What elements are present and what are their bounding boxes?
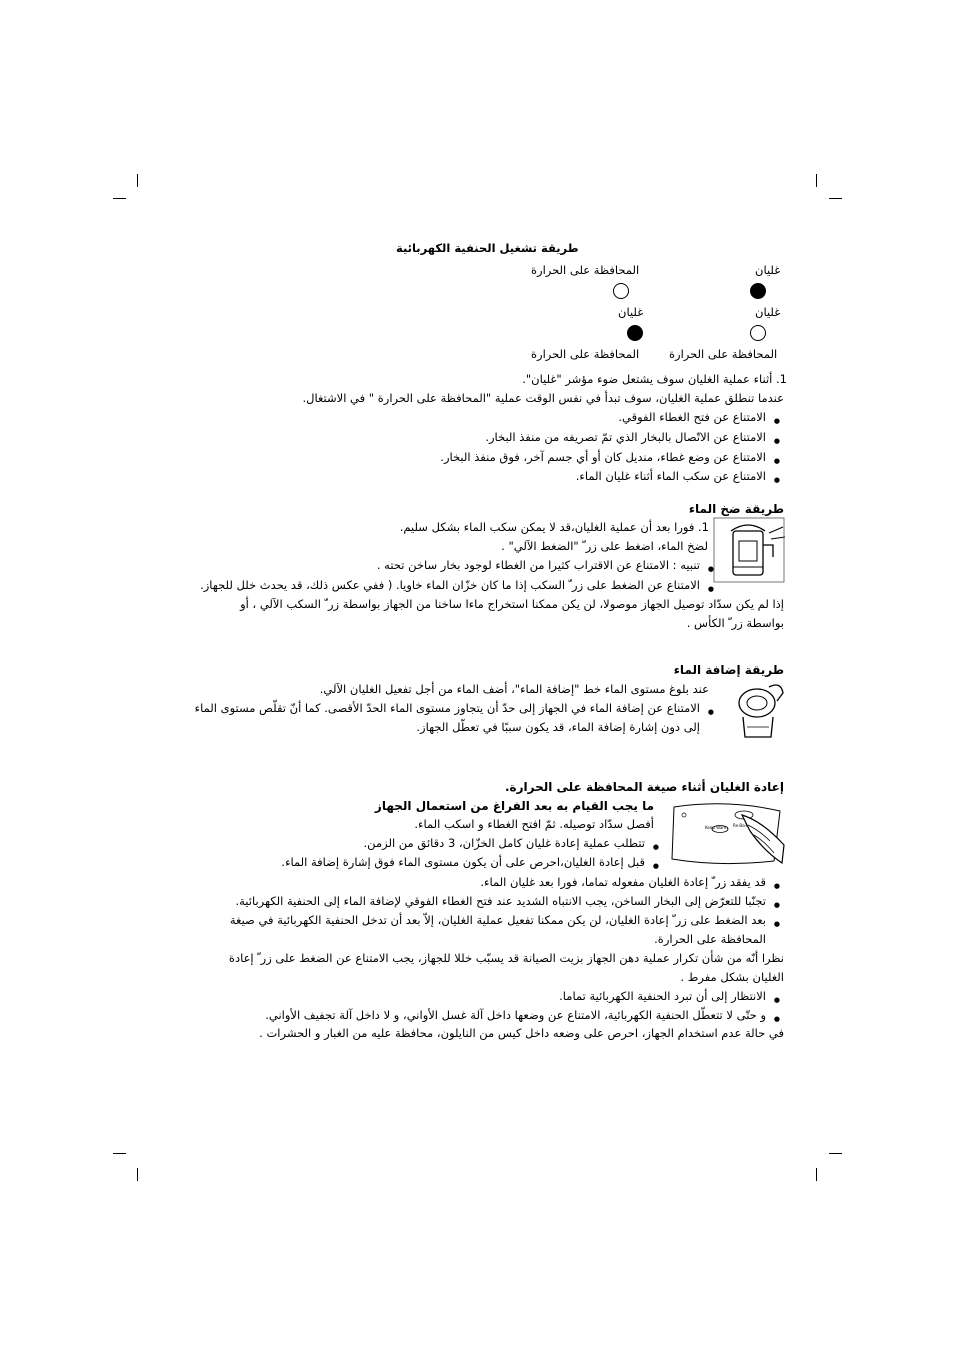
list-item: ● الانتظار إلى أن تبرد الحنفية الكهربائية تماما.: [559, 988, 766, 1004]
indicator-label: غليان: [618, 305, 644, 319]
keep-warm-indicator-off: [613, 283, 629, 299]
paragraph: إذا لم يكن سدّاد توصيل الجهاز موصولا، لن يكن ممكنا استخراج ماءا ساخنا من الجهاز بواسطة زر ّ السكب الآلي ، أو: [240, 597, 784, 611]
list-item: ● الامتناع عن فتح الغطاء الفوقي.: [618, 409, 766, 425]
paragraph: لضخ الماء، اضغط على زر ّ "الضغط الآلي" .: [501, 539, 708, 553]
reboil-panel-label: Re-Boil: [733, 823, 747, 828]
crop-mark: [113, 1153, 126, 1154]
list-item: ● و حتّى لا تتعطّل الحنفية الكهربائية، الامتناع عن وضعها داخل آلة غسل الأواني، و لا داخل آلة تجفيف الأواني.: [265, 1007, 766, 1023]
indicator-label: المحافظة على الحرارة: [531, 263, 640, 277]
paragraph: بواسطة زر ّ الكأس .: [686, 616, 784, 630]
paragraph: الغليان بشكل مفرط .: [680, 970, 784, 984]
indicator-label: المحافظة على الحرارة: [669, 347, 778, 361]
section-title-pumping: طريقة ضخ الماء: [688, 502, 784, 516]
crop-mark: [137, 174, 138, 187]
crop-mark: [113, 198, 126, 199]
boil-indicator-on: [750, 283, 766, 299]
crop-mark: [816, 174, 817, 187]
list-item: ● الامتناع عن الضغط على زر ّ السكب إذا ما كان خزّان الماء خاويا. ( ففي عكس ذلك، قد يحدث خلل للجهاز.: [200, 577, 700, 593]
boil-indicator-on: [627, 325, 643, 341]
crop-mark: [137, 1168, 138, 1181]
list-item: ● الامتناع عن الاتّصال بالبخار الذي تمّ تصريفه من منفذ البخار.: [485, 429, 766, 445]
crop-mark: [829, 198, 842, 199]
keep-warm-indicator-off: [750, 325, 766, 341]
paragraph: نظرا أنّه من شأن تكرار عملية دهن الجهاز بزيت الصيانة قد يسبّب خللا للجهاز، يجب الامتناع عن الضغط على زر ّ إعادة: [228, 951, 784, 965]
control-panel-illustration: [670, 801, 786, 867]
paragraph: 1. أثناء عملية الغليان سوف يشتعل ضوء مؤشر "غليان".: [522, 372, 787, 386]
list-item: ● تجنّبا للتعرّض إلى البخار الساخن، يجب الانتباه الشديد عند فتح الغطاء الفوقي لإضافة الماء إلى الحنفية الكهربائية.: [235, 893, 766, 909]
paragraph: المحافظة على الحرارة.: [654, 932, 766, 946]
indicator-label: غليان: [755, 305, 781, 319]
section-title-add-water: طريقة إضافة الماء: [673, 663, 784, 677]
indicator-label: المحافظة على الحرارة: [531, 347, 640, 361]
list-item: ● قد يفقد زر ّ إعادة الغليان مفعوله تماما، فورا بعد غليان الماء.: [480, 874, 766, 890]
list-item: ● تتطلب عملية إعادة غليان كامل الخزّان، 3 دقائق من الزمن.: [364, 835, 645, 851]
section-title-reboil: إعادة الغليان أثناء صيغة المحافظة على الحرارة.: [504, 780, 784, 794]
paragraph: عندما تنطلق عملية الغليان، سوف تبدأ في نفس الوقت عملية "المحافظة على الحرارة " في الاشتغال.: [302, 391, 784, 405]
paragraph: عند بلوغ مستوى الماء خط "إضافة الماء"، أضف الماء من أجل تفعيل الغليان الآلي.: [319, 682, 709, 696]
subtitle-after-use: ما يجب القيام به بعد الفراغ من استعمال الجهاز: [374, 799, 654, 813]
paragraph: أفصل سدّاد توصيله. ثمّ افتح الغطاء و اسكب الماء.: [414, 817, 654, 831]
indicator-label: غليان: [755, 263, 781, 277]
list-item: ● قبل إعادة الغليان،احرص على أن يكون مستوى الماء فوق إشارة إضافة الماء.: [281, 854, 645, 870]
crop-mark: [829, 1153, 842, 1154]
section-title-operation: طريقة تشغيل الحنفية الكهربائية: [396, 241, 579, 255]
list-item: ● الامتناع عن وضع غطاء، منديل كان أو أي جسم آخر، فوق منفذ البخار.: [440, 449, 766, 465]
list-item: ● بعد الضغط على زر ّ إعادة الغليان، لن يكن ممكنا تفعيل عملية الغليان، إلاّ بعد أن تدخل الحنفية الكهربائية في صيغة: [230, 912, 766, 928]
add-water-illustration: [733, 681, 785, 739]
list-item: ● تنبيه : الامتناع عن الاقتراب كثيرا من الغطاء لوجود بخار ساخن تحته .: [377, 557, 700, 573]
paragraph: في حالة عدم استخدام الجهاز، احرص على وضعه داخل كيس من النايلون، محافظة عليه من الغبار و الحشرات .: [259, 1026, 784, 1040]
list-item: ● الامتناع عن إضافة الماء في الجهاز إلى حدّ أن يتجاوز مستوى الماء الحدّ الأقصى. كما أنّ تقلّص مستوى الماء: [195, 700, 700, 716]
pump-illustration: [713, 517, 785, 583]
paragraph: 1. فورا بعد أن عملية الغليان،قد لا يمكن سكب الماء بشكل سليم.: [399, 520, 709, 534]
list-item: ● الامتناع عن سكب الماء أثناء غليان الماء.: [576, 468, 766, 484]
paragraph: إلى دون إشارة إضافة الماء، قد يكون سببًا في تعطّل الجهاز.: [416, 720, 700, 734]
keep-warm-panel-label: Keep Warm: [705, 825, 728, 830]
crop-mark: [816, 1168, 817, 1181]
